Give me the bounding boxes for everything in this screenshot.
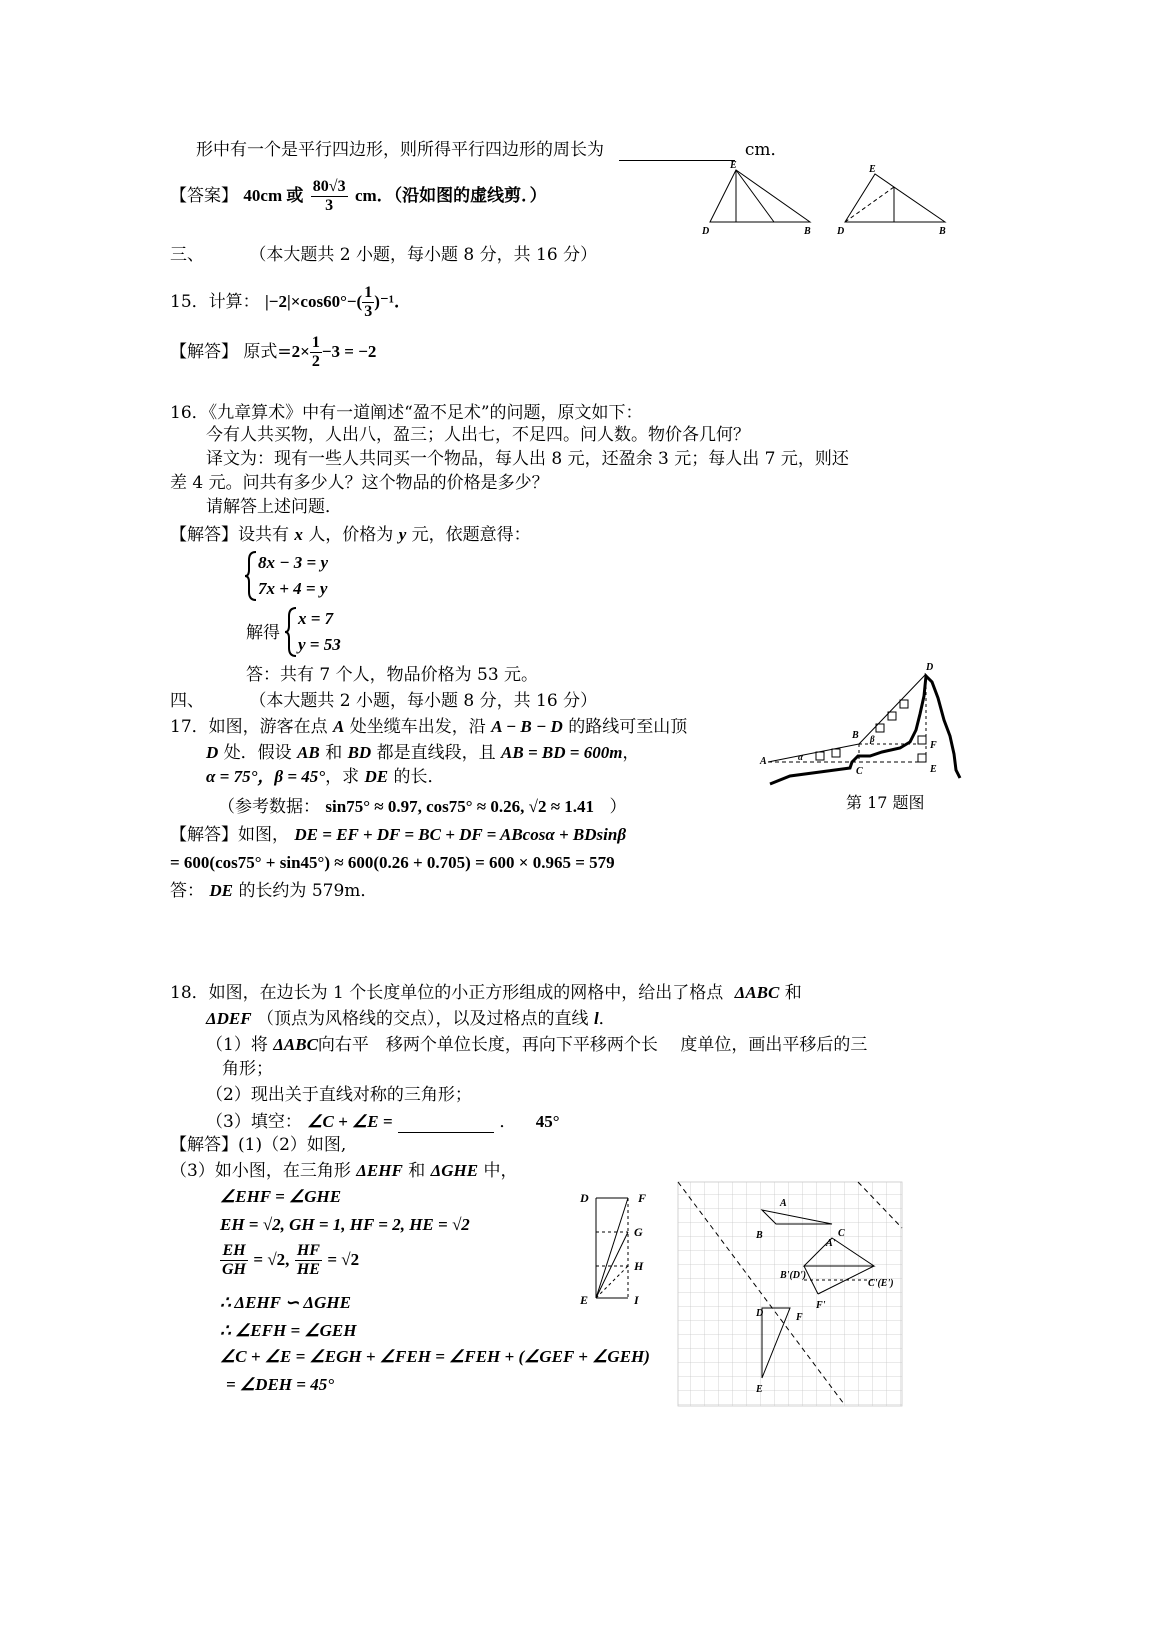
q17-bd: BD xyxy=(347,743,372,762)
q14-line xyxy=(196,138,787,161)
q16-translation-2: 差 4 元。问共有多少人？这个物品的价格是多少？ xyxy=(170,473,549,493)
q16-eq-2: 7x + 4 = y xyxy=(258,579,328,598)
q17-ref-b: sin75° ≈ 0.97, cos75° ≈ 0.26, √2 ≈ 1.41 xyxy=(325,797,595,816)
q15-sol-b: 2× xyxy=(291,342,310,361)
q16-sol-a: 设共有 xyxy=(238,525,289,545)
q18-p3a: （3）填空： xyxy=(206,1112,302,1132)
q17-ab: AB xyxy=(297,743,320,762)
q18-step-2: EH = √2, GH = 1, HF = 2, HE = √2 xyxy=(220,1215,470,1234)
grid-label-c1: C'(E') xyxy=(868,1278,894,1289)
q18-sol3b: 和 xyxy=(408,1161,426,1181)
q16-answer: 答：共有 7 个人，物品价格为 53 元。 xyxy=(246,665,539,685)
grid-label-e: E xyxy=(756,1384,763,1395)
small-label-g: G xyxy=(634,1225,643,1239)
q17-stem-3 xyxy=(206,766,445,788)
q16-solve-label: 解得 xyxy=(246,623,280,643)
label-f: F xyxy=(930,740,937,751)
q17-point-d: D xyxy=(206,743,219,762)
q16-original: 今有人共买物，人出八，盈三；人出七，不足四。问人数。物价各几何？ xyxy=(206,425,750,445)
q17-sol-label: 【解答】 xyxy=(170,825,238,845)
q15-sol-frac-num: 1 xyxy=(311,334,320,351)
label-e1: E xyxy=(730,160,737,171)
q15-frac xyxy=(362,284,374,321)
q17-s2b: 处．假设 xyxy=(223,743,292,763)
q15-sol-frac-den: 2 xyxy=(311,353,320,370)
q18-small-figure xyxy=(578,1186,658,1316)
q17-s1a: 17．如图，游客在点 xyxy=(170,717,328,737)
q17-cond: AB = BD = 600m xyxy=(501,743,623,762)
grid-label-f1: F' xyxy=(816,1300,826,1311)
q18-part-1 xyxy=(206,1034,867,1056)
q17-s2e: ， xyxy=(622,743,640,763)
q18-s1b: 和 xyxy=(784,983,802,1003)
q18-part-2: （2）现出关于直线对称的三角形； xyxy=(206,1085,472,1105)
answer-label: 【答案】 xyxy=(170,186,238,206)
q18-tri-abc: ΔABC xyxy=(734,983,780,1002)
q18-s2c: ． xyxy=(598,1009,616,1029)
label-d2: D xyxy=(837,226,845,237)
q17-s3c: 的长． xyxy=(393,767,445,787)
q18-part-3 xyxy=(206,1110,560,1133)
q18-t1: ΔEHF xyxy=(356,1161,403,1180)
q16-sol-label: 【解答】 xyxy=(170,525,238,545)
label-alpha: α xyxy=(798,752,803,762)
q17-ans-b: 的长约为 579m． xyxy=(238,881,378,901)
q15-sol-label: 【解答】 xyxy=(170,342,238,362)
q18-step-3-mid: = √2, xyxy=(253,1250,290,1269)
small-label-d: D xyxy=(580,1191,589,1205)
q17-figure xyxy=(760,660,980,790)
q18-sol3a: （3）如小图，在三角形 xyxy=(170,1161,351,1181)
grid-label-c: C xyxy=(838,1228,845,1239)
q18-p1a: （1）将 xyxy=(206,1035,268,1055)
q16-sol-b: 人，价格为 xyxy=(308,525,394,545)
q15-frac-den: 3 xyxy=(364,303,373,320)
q18-sol-label: 【解答】 xyxy=(170,1135,238,1155)
q18-p3-expr: ∠C + ∠E = xyxy=(307,1112,393,1131)
q15-frac-num: 1 xyxy=(364,284,373,301)
section-3-heading xyxy=(170,244,597,266)
section-4-heading xyxy=(170,690,597,712)
q16-result-1: x = 7 xyxy=(298,609,334,628)
small-label-h: H xyxy=(634,1259,644,1273)
label-b2: B xyxy=(939,226,946,237)
q16-brace-2 xyxy=(284,606,298,658)
q18-step-3 xyxy=(220,1242,359,1279)
q18-p3-blank xyxy=(398,1110,494,1133)
q18-tri-def: ΔDEF xyxy=(206,1009,252,1028)
grid-label-f: F xyxy=(796,1312,803,1323)
q18-sol3c: 中， xyxy=(483,1161,518,1181)
q17-solution-1 xyxy=(170,824,626,846)
q15-solution xyxy=(170,334,376,371)
q14-figure xyxy=(700,162,960,242)
q14-blank xyxy=(619,138,735,161)
q18-step-7: = ∠DEH = 45° xyxy=(226,1375,335,1394)
q18-frac-1 xyxy=(220,1242,248,1279)
q18-stem-2 xyxy=(206,1008,616,1030)
q18-frac-2-num: HF xyxy=(296,1242,320,1259)
q17-point-a: A xyxy=(333,717,345,736)
q17-sol-a: 如图， xyxy=(238,825,289,845)
q18-grid-figure xyxy=(676,1180,906,1410)
q18-frac-2-den: HE xyxy=(296,1261,320,1278)
q18-p3-dot: ． xyxy=(499,1112,517,1132)
q16-var-y: y xyxy=(398,525,407,544)
label-d: D xyxy=(926,662,934,673)
grid-label-b1: B'(D') xyxy=(780,1270,807,1281)
q18-frac-2 xyxy=(295,1242,322,1279)
q15-expr-b: )⁻¹． xyxy=(374,292,411,311)
q14-triangle-right xyxy=(836,164,946,237)
section-3-desc: （本大题共 2 小题，每小题 8 分，共 16 分） xyxy=(249,245,598,265)
q14-unit: cm． xyxy=(744,140,788,160)
q18-frac-1-den: GH xyxy=(222,1261,246,1278)
section-4-desc: （本大题共 2 小题，每小题 8 分，共 16 分） xyxy=(249,691,598,711)
small-label-i: I xyxy=(634,1293,639,1307)
label-beta: β xyxy=(870,734,875,744)
q17-path: A − B − D xyxy=(491,717,563,736)
label-b: B xyxy=(852,730,859,741)
q17-ans-de: DE xyxy=(209,881,234,900)
q15-sol-c: −3 = −2 xyxy=(321,342,377,361)
q16-solution xyxy=(170,524,531,546)
q17-s2d: 都是直线段，且 xyxy=(376,743,496,763)
q18-p3-ans: 45° xyxy=(535,1112,560,1131)
q17-answer xyxy=(170,880,377,902)
q18-sol-a: (1)（2）如图, xyxy=(238,1135,347,1155)
label-e: E xyxy=(930,764,937,775)
q18-step-6: ∠C + ∠E = ∠EGH + ∠FEH = ∠FEH + (∠GEF + ∠GEH) xyxy=(220,1347,650,1366)
grid-label-d: D xyxy=(756,1308,764,1319)
frac-den: 3 xyxy=(325,197,334,214)
q17-de: DE xyxy=(364,767,389,786)
q16-translation-1: 译文为：现有一些人共同买一个物品，每人出 8 元，还盈余 3 元；每人出 7 元，则还 xyxy=(206,449,849,469)
q18-solution-3 xyxy=(170,1160,518,1182)
q16-stem: 16．《九章算术》中有一道阐述“盈不足术”的问题，原文如下： xyxy=(170,403,643,423)
q16-ask: 请解答上述问题． xyxy=(206,497,342,517)
q18-s2b: （顶点为风格线的交点），以及过格点的直线 xyxy=(257,1009,589,1029)
section-3-label: 三、 xyxy=(170,245,204,265)
label-d1: D xyxy=(702,226,710,237)
section-4-label: 四、 xyxy=(170,691,204,711)
q18-step-4: ∴ ΔEHF ∽ ΔGHE xyxy=(220,1293,351,1312)
q16-var-x: x xyxy=(294,525,303,544)
small-label-e: E xyxy=(580,1293,589,1307)
q17-ref-a: （参考数据： xyxy=(218,797,320,817)
q17-s3b: ，求 xyxy=(325,767,360,787)
answer-fraction xyxy=(311,178,348,215)
q17-figure-caption: 第 17 题图 xyxy=(846,793,925,812)
q18-step-3-end: = √2 xyxy=(327,1250,360,1269)
grid-label-a: A xyxy=(780,1198,787,1209)
answer-b: cm．（沿如图的虚线剪．） xyxy=(354,186,547,205)
q18-stem-1 xyxy=(170,982,802,1004)
q18-p1-tri: ΔABC xyxy=(273,1035,318,1054)
frac-num: 80√3 xyxy=(312,178,346,195)
q18-s1a: 18．如图，在边长为 1 个长度单位的小正方形组成的网格中，给出了格点 xyxy=(170,983,724,1003)
q17-sol-eq: DE = EF + DF = BC + DF = ABcosα + BDsinβ xyxy=(294,825,627,844)
q18-frac-1-num: EH xyxy=(220,1242,248,1261)
q17-solution-2: = 600(cos75° + sin45°) ≈ 600(0.26 + 0.705) = 600 × 0.965 = 579 xyxy=(170,853,615,872)
q18-step-1: ∠EHF = ∠GHE xyxy=(220,1187,342,1206)
q17-angles: α = 75°，β = 45° xyxy=(206,767,326,786)
q17-s1c: 的路线可至山顶 xyxy=(568,717,688,737)
q17-s1b: 处坐缆车出发，沿 xyxy=(349,717,486,737)
q18-step-5: ∴ ∠EFH = ∠GEH xyxy=(220,1321,357,1340)
small-label-f: F xyxy=(638,1191,647,1205)
q18-solution xyxy=(170,1134,346,1156)
label-c: C xyxy=(856,766,863,777)
q17-ans-a: 答： xyxy=(170,881,204,901)
q17-ref-c: ） xyxy=(609,797,627,817)
q16-brace-1 xyxy=(244,550,258,602)
q15-label: 15．计算： xyxy=(170,292,260,312)
q16-result-2: y = 53 xyxy=(298,635,341,654)
label-b1: B xyxy=(804,226,811,237)
q16-sol-c: 元，依题意得： xyxy=(411,525,531,545)
answer-a: 40cm 或 xyxy=(243,186,304,205)
q15-sol-a: 原式= xyxy=(243,342,292,362)
q17-stem-2 xyxy=(206,742,639,764)
q18-p1b: 向右平 移两个单位长度，再向下平移两个长 度单位，画出平移后的三 xyxy=(317,1035,868,1055)
q18-part-1-cont: 角形； xyxy=(222,1059,273,1079)
grid-label-b: B xyxy=(756,1230,763,1241)
label-e2: E xyxy=(869,164,876,175)
q17-s2c: 和 xyxy=(325,743,343,763)
q18-line-l: l xyxy=(593,1009,599,1028)
q17-reference xyxy=(218,796,626,818)
q14-text: 形中有一个是平行四边形，则所得平行四边形的周长为 xyxy=(196,140,604,160)
label-a: A xyxy=(760,756,767,767)
q15-sol-frac xyxy=(310,334,322,371)
q17-stem-1 xyxy=(170,716,687,738)
q16-eq-1: 8x − 3 = y xyxy=(258,553,329,572)
q18-t2: ΔGHE xyxy=(430,1161,479,1180)
q15-stem xyxy=(170,284,411,321)
q15-expr-a: |−2|×cos60°−( xyxy=(265,292,363,311)
q14-answer xyxy=(170,178,547,215)
q14-triangle-left xyxy=(701,160,811,237)
grid-label-a1: A' xyxy=(826,1238,836,1249)
